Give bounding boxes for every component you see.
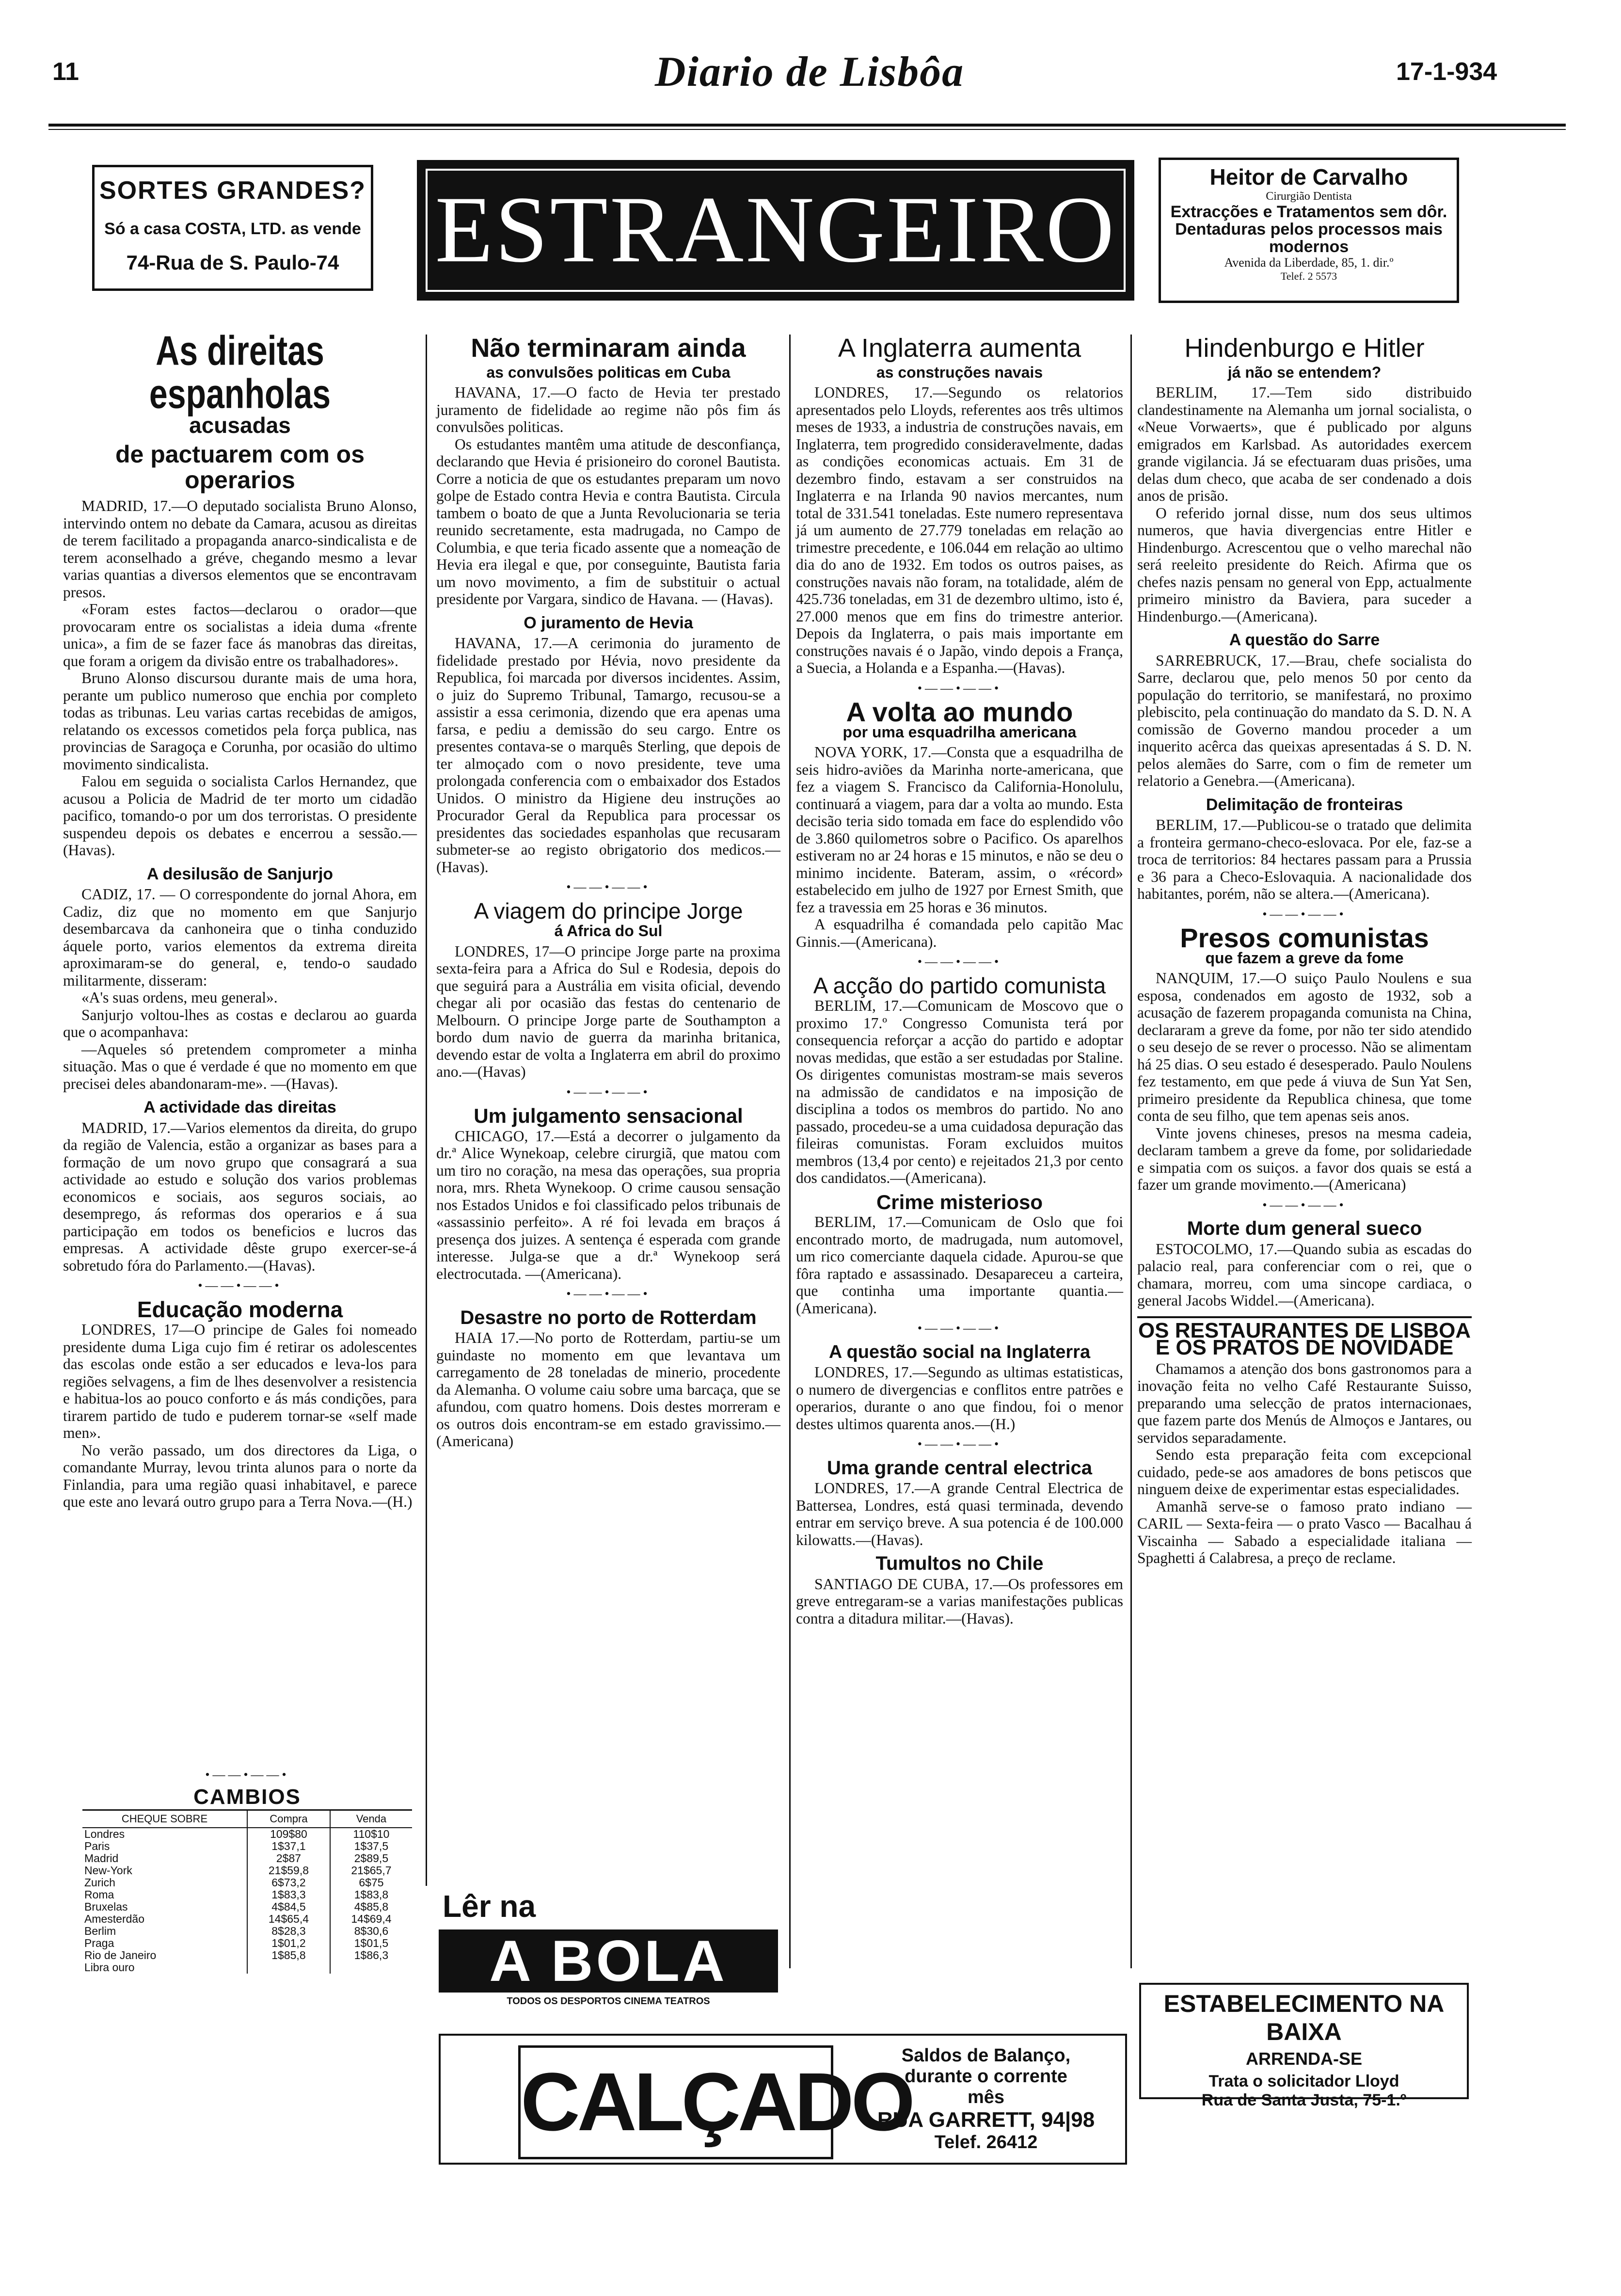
article-paragraph: LONDRES, 17.—Segundo as ultimas estatisticas, o numero de divergencias e conflitos entre patrões e operarios, durante o ano que findou, foi o menor destes ultimos quarenta anos.—(H.) xyxy=(796,1364,1123,1433)
bola-title: A BOLA xyxy=(439,1929,778,1993)
article-paragraph: A esquadrilha é comandada pelo capitão Mac Ginnis.—(Americana). xyxy=(796,916,1123,950)
buy-rate: 1$85,8 xyxy=(247,1949,330,1961)
currency-name: Praga xyxy=(84,1937,114,1949)
separator: •——•——• xyxy=(566,1084,651,1099)
article-paragraph: NOVA YORK, 17.—Consta que a esquadrilha de seis hidro-aviões da Marinha norte-americana, que fez a viagem S. Francisco da California-Honolulu, continuará a viagem, para dar a volta ao mundo. Esta decisão teria sido tomada em face do esplendido vôo de 3.860 quilometros sobre o Pacifico. Os aparelhos estiveram no ar 24 horas e 15 minutos, e não se deu o minimo incidente. Bateram, assim, o «récord» estabelecido em julho de 1927 por Ernest Smith, que fez a travessia em 25 horas e 36 minutos. xyxy=(796,744,1123,916)
separator: •——•——• xyxy=(198,1278,282,1293)
article-paragraph: BERLIM, 17.—Publicou-se o tratado que delimita a fronteira germano-checo-eslovaca. Por ele, faz-se a troca de territorios: 84 hectares passam para a Prussia e 36 para a Checo-Eslovaquia. A nacionalidade dos habitantes, porém, não se altera.—(Americana). xyxy=(1137,816,1472,903)
subheading: A questão do Sarre xyxy=(1229,631,1380,650)
restaurantes-title: OS RESTAURANTES DE LISBOA xyxy=(1138,1318,1471,1342)
headline-pactuarem: de pactuarem com os operarios xyxy=(115,441,365,494)
article-paragraph: MADRID, 17.—Varios elementos da direita, do grupo da região de Valencia, estão a organizar as bases para a formação de um novo grupo que consagrará a sua actividade ao estudo e solução dos varios problemas economicos e sociais, aos seguros sociais, ao desemprego, ás reformas dos operarios e á sua participação em todos os beneficios e lucros das empresas. A actividade dêste grupo exercer-se-á sobretudo fóra do Parlamento.—(Havas). xyxy=(63,1119,417,1274)
buy-rate: 6$73,2 xyxy=(247,1877,330,1889)
buy-rate: 1$83,3 xyxy=(247,1889,330,1901)
table-row xyxy=(82,1901,412,1913)
subheading: A desilusão de Sanjurjo xyxy=(146,864,334,883)
subheading: Educação moderna xyxy=(137,1296,343,1322)
sell-rate: 6$75 xyxy=(330,1877,412,1889)
article-paragraph: LONDRES, 17—O principe Jorge parte na proxima sexta-feira para a Africa do Sul e Rodesia, depois do que seguirá para a Austrália em visita oficial, devendo chegar ali por ocasião das festas do centenario de Melbourn. O principe Jorge parte de Southampton a bordo dum navio de guerra da marinha britanica, devendo estar de volta a Inglaterra em abril do proximo ano.—(Havas) xyxy=(436,942,780,1081)
buy-rate: 14$65,4 xyxy=(247,1913,330,1925)
bola-lead: Lêr na xyxy=(443,1889,536,1924)
subheading: Um julgamento sensacional xyxy=(474,1104,743,1128)
article-paragraph: Sendo esta preparação feita com excepcional cuidado, pede-se aos amadores de bons petiscos que ninguem deixe de experimentar estas especialidades. xyxy=(1137,1446,1472,1498)
article-paragraph: BERLIM, 17.—Comunicam de Oslo que foi encontrado morto, de madrugada, num automovel, um rico comerciante daquela cidade. Apurou-se que fôra raptado e assassinado. Desapareceu a carteira, que continha uma importante quantia.—(Americana). xyxy=(796,1213,1123,1317)
newspaper-title: Diario de Lisbôa xyxy=(654,48,965,96)
subheadline-cuba: as convulsões politicas em Cuba xyxy=(486,363,731,381)
sell-rate: 21$65,7 xyxy=(330,1865,412,1877)
article-paragraph: Amanhã serve-se o famoso prato indiano — CARIL — Sexta-feira — o prato Vasco — Bacalhau á Viscainha — Sabado a especialidade italiana — Spaghetti á Calabresa, a preço de reclame. xyxy=(1137,1498,1472,1567)
dentist-phone: Telef. 2 5573 xyxy=(1280,270,1337,282)
article-paragraph: «Foram estes factos—declarou o orador—que provocaram entre os socialistas a ideia duma «frente unica», a fim de se fazer face ás manobras das direitas, que foram a origem da divisão entre os trabalhadores». xyxy=(63,601,417,670)
headline-hindenburgo: Hindenburgo e Hitler xyxy=(1184,334,1425,363)
sell-rate: 1$83,8 xyxy=(330,1889,412,1901)
table-row xyxy=(82,1828,412,1840)
headline-inglaterra: A Inglaterra aumenta xyxy=(838,334,1081,363)
article-paragraph: SANTIAGO DE CUBA, 17.—Os professores em greve entregaram-se a varias manifestações publicas contra a ditadura militar.—(Havas). xyxy=(796,1575,1123,1627)
subheading: A actividade das direitas xyxy=(143,1098,336,1117)
headline-direitas: As direitas espanholas xyxy=(149,328,331,417)
article-paragraph: HAIA 17.—No porto de Rotterdam, partiu-se um guindaste no momento em que levantava um carregamento de 28 toneladas de minerio, procedente da Alemanha. O volume caiu sobre uma barcaça, que se afundou, com quatro homens. Dois destes morreram e os outros dois encontram-se em estado gravissimo.—(Americana) xyxy=(436,1329,780,1450)
calcado-address: RUA GARRETT, 94|98 xyxy=(877,2108,1095,2132)
article-paragraph: MADRID, 17.—O deputado socialista Bruno Alonso, intervindo ontem no debate da Camara, acusou as direitas de terem facilitado a propaganda anarco-sindicalista e de terem aconselhado a gréve, chegando mesmo a levar varias quantias a diversos elementos que se encontravam presos. xyxy=(63,497,417,601)
column-divider xyxy=(789,335,791,1968)
bola-tagline: TODOS OS DESPORTOS CINEMA TEATROS xyxy=(507,1996,710,2007)
table-row xyxy=(82,1937,412,1949)
buy-rate: 2$87 xyxy=(247,1852,330,1865)
currency-name: Berlim xyxy=(84,1925,116,1937)
sortes-line3: 74-Rua de S. Paulo-74 xyxy=(126,251,339,274)
column-divider xyxy=(1130,335,1132,1968)
sell-rate xyxy=(330,1961,412,1974)
article-paragraph: Os estudantes mantêm uma atitude de desconfiança, declarando que Hevia é prisioneiro do coronel Bautista. Corre a noticia de que os estudantes preparam um novo golpe de Estado contra Hevia e contra Bautista. Circula tambem o boato de que a Junta Revolucionaria se teria reunido secretamente, esta madrugada, no Campo de Columbia, e que teria ficado assente que a nomeação de Hevia era ilegal e que, por conseguinte, Bautista faria um novo movimento, a fim de substituir o actual presidente por Vargara, sindico de Havana. — (Havas). xyxy=(436,435,780,608)
dentist-address: Avenida da Liberdade, 85, 1. dir.º xyxy=(1224,255,1394,270)
fx-header: Venda xyxy=(330,1810,412,1828)
article-paragraph: Sanjurjo voltou-lhes as costas e declarou ao guarda que o acompanhava: xyxy=(63,1006,417,1041)
currency-name: Amesterdão xyxy=(84,1913,145,1925)
subheading-sub: por uma esquadrilha americana xyxy=(842,723,1077,741)
subheading: A volta ao mundo xyxy=(846,697,1073,728)
sell-rate: 1$01,5 xyxy=(330,1937,412,1949)
separator: •——•——• xyxy=(566,1287,651,1301)
sortes-line2: Só a casa COSTA, LTD. as vende xyxy=(104,220,361,238)
separator: •——•——• xyxy=(917,681,1002,695)
column-2 xyxy=(436,335,780,1450)
calcado-line1: Saldos de Balanço, xyxy=(901,2045,1071,2066)
estabelecimento-ad xyxy=(1139,1983,1469,2109)
article-paragraph: O referido jornal disse, num dos seus ultimos numeros, que havia divergencias entre Hitler e Hindenburgo. Acrescentou que o velho marechal não será reeleito presidente do Reich. Afirma que os chefes nazis pensam no general von Epp, actualmente primeiro ministro da Baviera, para suceder a Hindenburgo.—(Americana). xyxy=(1137,504,1472,625)
subheading-sub: que fazem a greve da fome xyxy=(1205,949,1404,967)
subheadline-hindenburgo: já não se entendem? xyxy=(1227,363,1382,381)
separator: •——•——• xyxy=(917,955,1002,969)
article-paragraph: LONDRES, 17—O principe de Gales foi nomeado presidente duma Liga cujo fim é retirar os adolescentes das escolas onde estão a ser educados e leva-los para regiões selvagens, a fim de lhes desenvolver a resistencia e habitua-los ao pouco conforto e ás más condições, para tirarem partido de tudo e puderem tornar-se «self made men». xyxy=(63,1321,417,1442)
calcado-phone: Telef. 26412 xyxy=(934,2132,1038,2152)
calcado-name: CALÇADO xyxy=(518,2045,833,2159)
table-row xyxy=(82,1949,412,1961)
separator: •——•——• xyxy=(205,1768,289,1782)
table-row xyxy=(82,1913,412,1925)
column-divider xyxy=(426,1130,427,1886)
subheading: Presos comunistas xyxy=(1180,923,1429,954)
fx-header: CHEQUE SOBRE xyxy=(82,1810,247,1828)
article-paragraph: SARREBRUCK, 17.—Brau, chefe socialista do Sarre, declarou que, pelo menos 50 por cento da população do territorio, se manifestará, no proximo plebiscito, pela continuação do mandato da S. D. N. A comissão de Governo mandou proceder a um inquerito acêrca das queixas apresentadas á S. D. N. pelos alemães do Sarre, com o fim de remeter um relatorio a Genebra.—(Americana). xyxy=(1137,652,1472,790)
sell-rate: 4$85,8 xyxy=(330,1901,412,1913)
subheadline-inglaterra: as construções navais xyxy=(876,363,1043,381)
buy-rate: 21$59,8 xyxy=(247,1865,330,1877)
buy-rate: 1$37,1 xyxy=(247,1840,330,1852)
sell-rate: 1$86,3 xyxy=(330,1949,412,1961)
subheading: Delimitação de fronteiras xyxy=(1206,795,1403,814)
subheading: O juramento de Hevia xyxy=(524,613,693,632)
sell-rate: 2$89,5 xyxy=(330,1852,412,1865)
subheading: Morte dum general sueco xyxy=(1187,1218,1422,1240)
currency-name: Paris xyxy=(84,1840,110,1852)
cambios-table xyxy=(82,1765,412,1974)
buy-rate: 1$01,2 xyxy=(247,1937,330,1949)
table-row xyxy=(82,1925,412,1937)
article-paragraph: No verão passado, um dos directores da Liga, o comandante Murray, levou trinta alunos para o norte da Finlandia, para uma região quasi inhabitavel, e parece que este ano levará outro grupo para a Terra Nova.—(H.) xyxy=(63,1441,417,1511)
masthead-rule-thin xyxy=(48,129,1566,130)
article-paragraph: BERLIM, 17.—Tem sido distribuido clandestinamente na Alemanha um jornal socialista, o «Neue Vorwaerts», que é publicado por alguns emigrados em Karlsbad. As autoridades exercem grande vigilancia. Já se efectuaram duas prisões, uma delas dum checo, que acaba de ser condenado a dois anos de prisão. xyxy=(1137,384,1472,505)
currency-name: Zurich xyxy=(84,1876,115,1889)
sell-rate: 110$10 xyxy=(330,1828,412,1840)
article-paragraph: «A's suas ordens, meu general». xyxy=(81,989,278,1006)
currency-name: Bruxelas xyxy=(84,1900,128,1913)
estabelecimento-title: ESTABELECIMENTO NA BAIXA xyxy=(1163,1990,1445,2045)
dentist-role: Cirurgião Dentista xyxy=(1266,190,1352,203)
table-row xyxy=(82,1877,412,1889)
masthead-rule xyxy=(48,124,1566,127)
calcado-ad xyxy=(439,2034,1127,2165)
sell-rate: 1$37,5 xyxy=(330,1840,412,1852)
currency-name: Roma xyxy=(84,1888,114,1901)
article-paragraph: Bruno Alonso discursou durante mais de uma hora, perante um publico numeroso que enchia por completo todas as tribunas. Leu varias cartas recebidas de amigos, relatando os excessos cometidos pela força publica, nas provincias de Saragoça e Corunha, por ocasião do ultimo movimento sindicalista. xyxy=(63,670,417,773)
currency-name: Libra ouro xyxy=(84,1961,135,1974)
estabelecimento-line1: Trata o solicitador Lloyd xyxy=(1208,2072,1399,2090)
table-row xyxy=(82,1840,412,1852)
separator: •——•——• xyxy=(1262,1197,1347,1212)
table-row xyxy=(82,1852,412,1865)
table-row xyxy=(82,1889,412,1901)
article-paragraph: Vinte jovens chineses, presos na mesma cadeia, declaram tambem a greve da fome, por solidariedade e simpatia com os suiços. a favor dos quais se está a fazer um grande movimento.—(Americana) xyxy=(1137,1124,1472,1194)
cambios-title: CAMBIOS xyxy=(193,1785,301,1809)
restaurantes-subtitle: E OS PRATOS DE NOVIDADE xyxy=(1155,1336,1454,1360)
article-paragraph: LONDRES, 17.—A grande Central Electrica de Battersea, Londres, está quasi terminada, devendo entrar em serviço breve. A sua potencia é de 100.000 kilowatts.—(Havas). xyxy=(796,1480,1123,1548)
article-paragraph: —Aqueles só pretendem comprometer a minha situação. Mas o que é verdade é que no momento em que precisei deles abandonaram-me». —(Havas). xyxy=(63,1040,417,1092)
article-paragraph: ESTOCOLMO, 17.—Quando subia as escadas do palacio real, para conferenciar com o rei, que o chamara, morreu, com uma sincope cardiaca, o general Jacobs Widdel.—(Americana). xyxy=(1137,1240,1472,1309)
headline-acusadas: acusadas xyxy=(189,412,291,438)
currency-name: Rio de Janeiro xyxy=(84,1949,157,1961)
separator: •——•——• xyxy=(1262,907,1347,921)
estabelecimento-sub: ARRENDA-SE xyxy=(1245,2049,1362,2069)
article-paragraph: CADIZ, 17. — O correspondente do jornal Ahora, em Cadiz, diz que no momento em que Sanjurjo desembarcava da canhoneira que o tinha conduzido áquele porto, varios elementos da extrema direita aproximaram-se do general, e, tendo-o saudado militarmente, disseram: xyxy=(63,886,417,989)
separator: •——•——• xyxy=(917,1321,1002,1336)
subheading: A acção do partido comunista xyxy=(813,973,1106,998)
heitor-carvalho-ad xyxy=(1159,158,1459,303)
buy-rate: 8$28,3 xyxy=(247,1925,330,1937)
page-number: 11 xyxy=(52,58,79,86)
section-title: ESTRANGEIRO xyxy=(435,177,1116,282)
currency-name: New-York xyxy=(84,1864,132,1877)
article-paragraph: BERLIM, 17.—Comunicam de Moscovo que o proximo 17.º Congresso Comunista terá por consequencia reforçar a acção do partido e adoptar novas medidas, que estão a ser estudadas por Staline. Os dirigentes comunistas mostram-se mais severos na admissão de candidatos e na imposição de disciplina a todos os membros do partido. No ano passado, procedeu-se a uma cuidadosa depuração das fileiras comunistas. Foram excluidos muitos membros (13,4 por cento) e rejeitados 21,3 por cento dos candidatos.—(Americana). xyxy=(796,997,1123,1187)
column-3 xyxy=(796,335,1123,1627)
separator: •——•——• xyxy=(917,1437,1002,1451)
currency-name: Madrid xyxy=(84,1852,119,1865)
subheading: A viagem do principe Jorge xyxy=(474,898,743,924)
subheading: Crime misterioso xyxy=(876,1190,1043,1213)
dentist-name: Heitor de Carvalho xyxy=(1209,164,1408,190)
sell-rate: 8$30,6 xyxy=(330,1925,412,1937)
estabelecimento-line2: Rua de Santa Justa, 75-1.º xyxy=(1201,2091,1407,2109)
fx-header: Compra xyxy=(247,1810,330,1828)
subheading: Uma grande central electrica xyxy=(827,1457,1092,1479)
column-1 xyxy=(63,328,417,1511)
article-paragraph: Falou em seguida o socialista Carlos Hernandez, que acusou a Policia de Madrid de ter morto um cidadão pacifico, tomando-o por um dos terroristas. O presidente suspendeu depois os debates e encerrou a sessão.—(Havas). xyxy=(63,773,417,859)
column-divider xyxy=(426,335,427,1130)
restaurantes-ad xyxy=(1137,1316,1472,1567)
sortes-grandes-ad xyxy=(92,165,373,291)
subheading: Desastre no porto de Rotterdam xyxy=(460,1307,757,1328)
article-paragraph: HAVANA, 17.—A cerimonia do juramento de fidelidade prestado por Hévia, novo presidente da Republica, foi marcada por diversos incidentes. Assim, o juiz do Supremo Tribunal, Tamargo, recusou-se a assistir a essa cerimonia, dizendo que era apenas uma farsa, e pediu a demissão do seu cargo. Entre os presentes contava-se o marquês Sterling, que depois de ter almoçado com o novo presidente, teve uma prolongada conferencia com o embaixador dos Estados Unidos. O ministro da Higiene deu instruções ao Procurador Geral da Republica para processar os presidentes das sociedades espanholas que recusaram submeter-se ao registo obrigatorio dos medicos.—(Havas). xyxy=(436,635,780,876)
column-4 xyxy=(1137,335,1472,1567)
article-paragraph: LONDRES, 17.—Segundo os relatorios apresentados pelo Lloyds, referentes aos três ultimos meses de 1933, a industria de construções navais, em Inglaterra, tem progredido consideravelmente, dadas as condições economicas actuais. Em 31 de dezembro findo, estavam a ser construidos na Inglaterra e na Irlanda 90 navios mercantes, num total de 331.541 toneladas. Este numero representava já um aumento de 27.779 toneladas em relação ao trimestre precedente, e 106.044 em relação ao ultimo dia do ano de 1932. Em todos os outros paises, as construções navais não foram, na totalidade, além de 425.736 toneladas, em 31 de dezembro ultimo, isto é, 27.000 menos que em fins do trimestre anterior. Depois da Inglaterra, o pais mais importante em construções navais é o Japão, vindo depois a França, a Suecia, a Holanda e a Espanha.—(Havas). xyxy=(796,384,1123,677)
dentist-services: Extracções e Tratamentos sem dôr. Dentaduras pelos processos mais modernos xyxy=(1170,203,1447,256)
sell-rate: 14$69,4 xyxy=(330,1913,412,1925)
calcado-line3: mês xyxy=(967,2087,1005,2107)
calcado-line2: durante o corrente xyxy=(905,2066,1067,2087)
separator: •——•——• xyxy=(566,880,651,894)
buy-rate: 109$80 xyxy=(247,1828,330,1840)
article-paragraph: Chamamos a atenção dos bons gastronomos para a inovação feita no velho Café Restaurante Suisso, preparando uma selecção de pratos internacionaes, que fazem parte dos Menús de Almoços e Jantares, ou servidos separadamente. xyxy=(1137,1360,1472,1446)
issue-date: 17-1-934 xyxy=(1396,58,1497,86)
article-paragraph: HAVANA, 17.—O facto de Hevia ter prestado juramento de fidelidade ao regime não pôs fim ás convulsões politicas. xyxy=(436,384,780,436)
buy-rate xyxy=(247,1961,330,1974)
subheading-sub: á Africa do Sul xyxy=(554,922,663,940)
subheading: A questão social na Inglaterra xyxy=(828,1341,1091,1362)
buy-rate: 4$84,5 xyxy=(247,1901,330,1913)
article-paragraph: CHICAGO, 17.—Está a decorrer o julgamento da dr.ª Alice Wynekoap, celebre cirurgiã, que matou com um tiro no coração, na mesa das operações, sua propria nora, mrs. Rheta Wynekoop. O crime causou sensação nos Estados Unidos e foi classificado pelos tribunais de «assassinio perfeito». A ré foi levada em braços á presença dos juizes. A sentença é esperada com grande interesse. Julga-se que a dr.ª Wynekoop será electrocutada. —(Americana). xyxy=(436,1127,780,1282)
table-row xyxy=(82,1865,412,1877)
sortes-title: SORTES GRANDES? xyxy=(99,176,366,205)
subheading: Tumultos no Chile xyxy=(875,1553,1044,1575)
a-bola-ad xyxy=(439,1888,793,2029)
exchange-rates xyxy=(82,1809,412,1974)
estrangeiro-banner xyxy=(417,160,1134,301)
currency-name: Londres xyxy=(84,1828,125,1840)
headline-cuba: Não terminaram ainda xyxy=(471,334,746,363)
table-row xyxy=(82,1961,412,1974)
article-paragraph: NANQUIM, 17.—O suiço Paulo Noulens e sua esposa, condenados em agosto de 1932, sob a acusação de fazerem propaganda comunista na China, declararam a greve da fome, por não ter sido atendido o seu desejo de se rever o processo. Não se alimentam há 25 dias. O seu estado é desesperado. Paulo Noulens fez testamento, em que pede á viuva de Sun Yat Sen, primeiro presidente da Republica chinesa, que tome conta de seu filho, que tem apenas seis anos. xyxy=(1137,970,1472,1125)
